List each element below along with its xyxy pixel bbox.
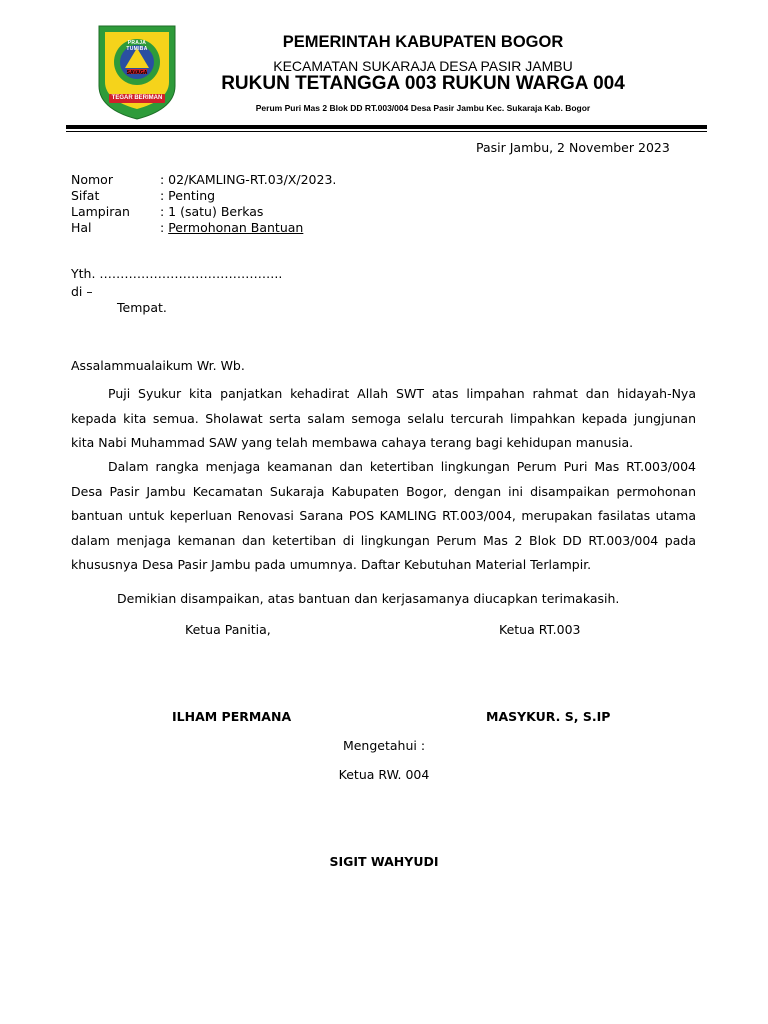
meta-value-prefix: :: [160, 220, 169, 235]
logo-mid-text: SAVAGA: [126, 70, 148, 76]
address-line: Perum Puri Mas 2 Blok DD RT.003/004 Desa Pasir Jambu Kec. Sukaraja Kab. Bogor: [255, 103, 591, 113]
sign-left-title: Ketua Panitia,: [185, 622, 271, 637]
paragraph-1: Puji Syukur kita panjatkan kehadirat Allah SWT atas limpahan rahmat dan hidayah-Nya kepada kita semua. Sholawat serta salam semoga selalu tercurah limpahkan kepada jungjunan kita Nabi Muhammad SAW yang telah membawa cahaya terang bagi kehidupan manusia.: [71, 386, 696, 450]
meta-value: [160, 220, 303, 235]
header-rule-thick: [66, 125, 707, 129]
logo-top-text: PRAJA TUMIBA: [126, 40, 148, 52]
meta-key: Nomor: [71, 172, 113, 187]
recipient-di: di –: [71, 284, 93, 299]
recipient-place: Tempat.: [117, 300, 167, 315]
greeting: Assalammualaikum Wr. Wb.: [71, 358, 245, 373]
closing-sentence: Demikian disampaikan, atas bantuan dan kerjasamanya diucapkan terimakasih.: [117, 591, 620, 606]
org-heading: RUKUN TETANGGA 003 RUKUN WARGA 004: [221, 73, 625, 94]
ack-label: Mengetahui :: [342, 738, 426, 753]
sign-right-name: MASYKUR. S, S.IP: [486, 709, 611, 724]
meta-key: Lampiran: [71, 204, 130, 219]
paragraph-2: Dalam rangka menjaga keamanan dan ketertiban lingkungan Perum Puri Mas RT.003/004 Desa Pasir Jambu Kecamatan Sukaraja Kabupaten Bogor, dengan ini disampaikan permohonan bantuan untuk keperluan Renovasi Sarana POS KAMLING RT.003/004, merupakan fasilatas utama dalam menjaga kemanan dan ketertiban di lingkungan Perum Mas 2 Blok DD RT.003/004 pada khususnya Desa Pasir Jambu pada umumnya. Daftar Kebutuhan Material Terlampir.: [71, 459, 696, 572]
meta-value: : 1 (satu) Berkas: [160, 204, 264, 219]
gov-heading: PEMERINTAH KABUPATEN BOGOR: [282, 33, 564, 51]
meta-value: : Penting: [160, 188, 216, 203]
date-line: Pasir Jambu, 2 November 2023: [476, 140, 670, 155]
recipient-line: Yth. ……………………………………..: [71, 266, 283, 281]
subject-text: Permohonan Bantuan: [168, 220, 304, 235]
district-heading: KECAMATAN SUKARAJA DESA PASIR JAMBU: [273, 58, 573, 74]
ack-name: SIGIT WAHYUDI: [329, 854, 439, 869]
sign-left-name: ILHAM PERMANA: [172, 709, 292, 724]
sign-right-title: Ketua RT.003: [499, 622, 581, 637]
logo-band-text: TEGAR BERIMAN: [111, 95, 163, 101]
meta-key: Sifat: [71, 188, 100, 203]
ack-title: Ketua RW. 004: [338, 767, 430, 782]
meta-value: : 02/KAMLING-RT.03/X/2023.: [160, 172, 337, 187]
meta-key: Hal: [71, 220, 92, 235]
header-rule-thin: [66, 131, 707, 132]
